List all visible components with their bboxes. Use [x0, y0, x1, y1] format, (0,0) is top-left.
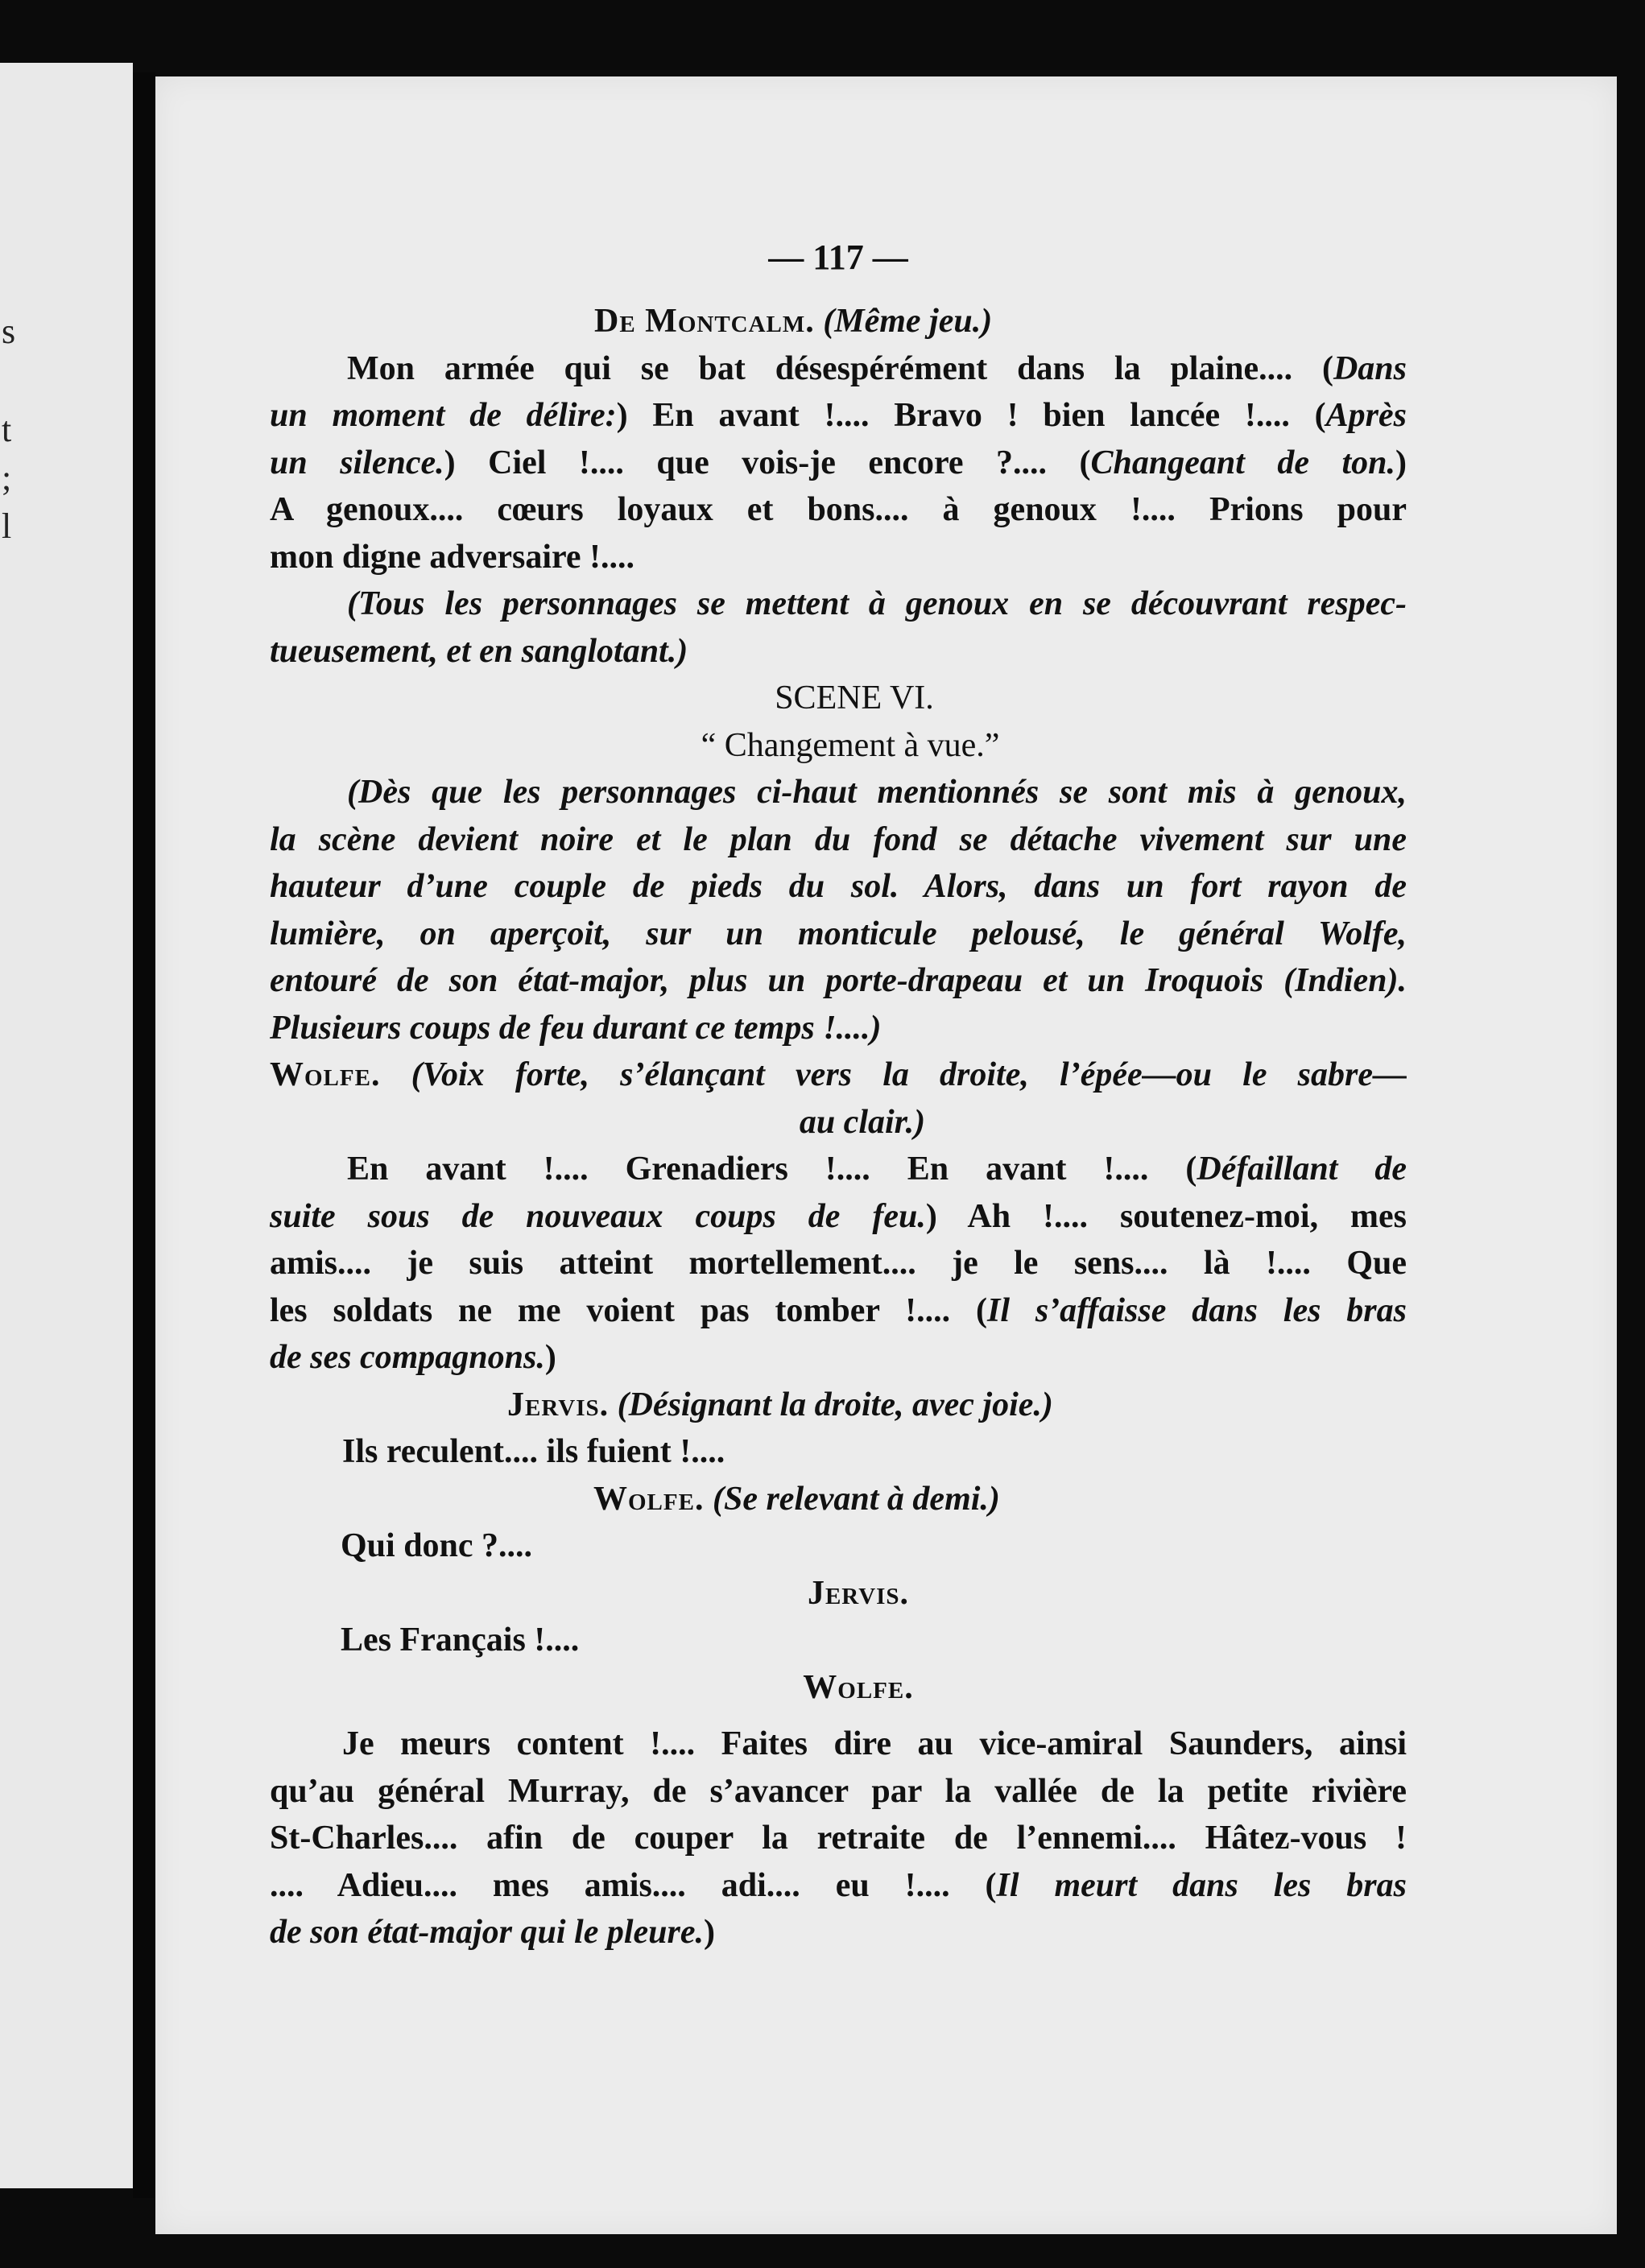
stage-direction: (Se relevant à demi.) — [712, 1480, 1000, 1518]
stage-direction-line: au clair.) — [799, 1103, 926, 1141]
wolfe-header — [270, 1476, 1407, 1523]
speech-line: de son état-major qui le pleure.) — [270, 1914, 715, 1951]
page — [155, 76, 1617, 2234]
stage-direction-line: Plusieurs coups de feu durant ce temps !....) — [270, 1009, 882, 1047]
speech-line: En avant !.... Grenadiers !.... En avant !.... (Défaillant de — [347, 1151, 1407, 1188]
speech-line: suite sous de nouveaux coups de feu.) Ah !.... soutenez-moi, mes — [270, 1197, 1407, 1235]
left-page-fragment: l — [2, 506, 12, 546]
montcalm-header — [270, 298, 1407, 345]
jervis-header — [270, 1382, 1407, 1429]
speech-line: un silence.) Ciel !.... que vois-je encore ?.... (Changeant de ton.) — [270, 444, 1407, 481]
stage-direction-line: tueusement, et en sanglotant.) — [270, 632, 688, 670]
scene-title: SCENE VI. — [775, 680, 934, 717]
page-number: — 117 — — [768, 238, 908, 277]
speech-line: .... Adieu.... mes amis.... adi.... eu !.... (Il meurt dans les bras — [270, 1866, 1407, 1904]
speech-line: un moment de délire:) En avant !.... Bravo ! bien lancée !.... (Après — [270, 397, 1407, 434]
scene-subtitle: “ Changement à vue.” — [701, 726, 1000, 764]
speech-line: Je meurs content !.... Faites dire au vice-amiral Saunders, ainsi — [342, 1725, 1407, 1762]
speech-line: les soldats ne me voient pas tomber !.... (Il s’affaisse dans les bras — [270, 1291, 1407, 1329]
speaker-name: Jervis. — [807, 1574, 910, 1612]
stage-direction-line: entouré de son état-major, plus un porte-drapeau et un Iroquois (Indien). — [270, 962, 1407, 999]
speech-line: St-Charles.... afin de couper la retraite de l’ennemi.... Hâtez-vous ! — [270, 1820, 1407, 1857]
stage-direction-line: la scène devient noire et le plan du fond se détache vivement sur une — [270, 820, 1407, 858]
speech-line: Ils reculent.... ils fuient !.... — [342, 1433, 725, 1470]
stage-direction-line: (Tous les personnages se mettent à genoux en se découvrant respec- — [347, 585, 1407, 622]
page-number-line — [270, 225, 1407, 298]
speech-line: Les Français !.... — [341, 1621, 580, 1659]
wolfe-header — [270, 1664, 1407, 1712]
book-spine — [133, 72, 155, 2198]
left-page-fragment: t — [2, 410, 12, 449]
stage-direction: (Voix forte, s’élançant vers la droite, l’épée—ou le sabre— — [411, 1056, 1407, 1093]
speaker-name: Wolfe. — [803, 1668, 914, 1706]
stage-direction: (Désignant la droite, avec joie.) — [617, 1386, 1053, 1423]
left-page-fragment: s — [2, 312, 16, 351]
jervis-header — [270, 1570, 1407, 1617]
speech-line: Qui donc ?.... — [341, 1527, 533, 1564]
speaker-name: Jervis. — [507, 1386, 610, 1423]
speech-line: mon digne adversaire !.... — [270, 538, 635, 576]
speech-line: A genoux.... cœurs loyaux et bons.... à genoux !.... Prions pour — [270, 491, 1407, 528]
stage-direction-line: hauteur d’une couple de pieds du sol. Alors, dans un fort rayon de — [270, 868, 1407, 905]
left-page-edge — [0, 63, 133, 2188]
speech-line: Mon armée qui se bat désespérément dans la plaine.... (Dans — [347, 349, 1407, 387]
speech-line: amis.... je suis atteint mortellement.... je le sens.... là !.... Que — [270, 1245, 1407, 1282]
speech-line: qu’au général Murray, de s’avancer par la vallée de la petite rivière — [270, 1772, 1407, 1810]
speech-line: de ses compagnons.) — [270, 1339, 556, 1376]
page-content — [270, 225, 1407, 1956]
left-page-fragment: ; — [2, 458, 12, 498]
stage-direction-line: (Dès que les personnages ci-haut mentionnés se sont mis à genoux, — [347, 774, 1407, 811]
stage-direction: (Même jeu.) — [823, 303, 993, 340]
speaker-name: De Montcalm. — [594, 303, 815, 340]
speaker-name: Wolfe. — [593, 1480, 705, 1518]
stage-direction-line: lumière, on aperçoit, sur un monticule pelousé, le général Wolfe, — [270, 915, 1407, 952]
speaker-name: Wolfe. — [270, 1056, 381, 1093]
wolfe-header — [270, 1051, 1407, 1099]
